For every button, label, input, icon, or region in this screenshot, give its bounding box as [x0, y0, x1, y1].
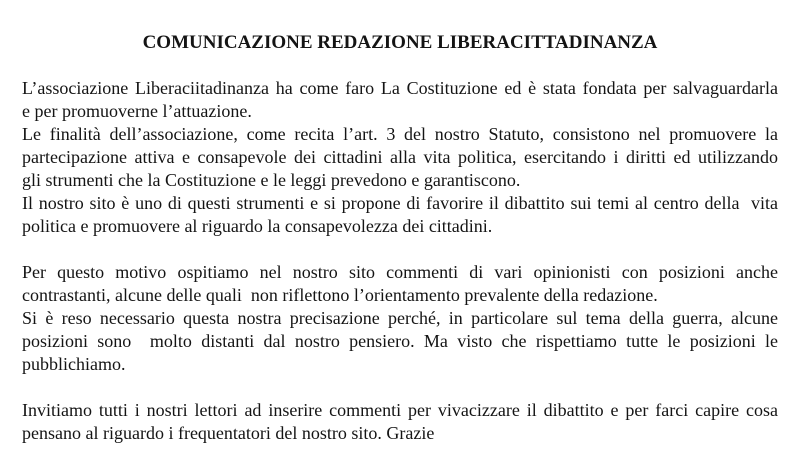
text-line: Per questo motivo ospitiamo nel nostro sito commenti di vari opinionisti con posizioni anche: [22, 262, 778, 282]
paragraph: [22, 77, 778, 238]
document-body: [22, 77, 778, 445]
text-line: contrastanti, alcune delle quali non riflettono l’orientamento prevalente della redazione.: [22, 285, 658, 305]
text-line: Il nostro sito è uno di questi strumenti e si propone di favorire il dibattito sui temi al centro della vita: [22, 193, 778, 213]
text-line: L’associazione Liberaciitadinanza ha come faro La Costituzione ed è stata fondata per salvaguardarla: [22, 78, 778, 98]
paragraph: [22, 261, 778, 376]
text-line: Si è reso necessario questa nostra precisazione perché, in particolare sul tema della guerra, alcune: [22, 308, 778, 328]
page-title: COMUNICAZIONE REDAZIONE LIBERACITTADINANZA: [142, 32, 658, 53]
text-line: pubblichiamo.: [22, 354, 126, 374]
text-line: gli strumenti che la Costituzione e le leggi prevedono e garantiscono.: [22, 170, 521, 190]
text-line: pensano al riguardo i frequentatori del nostro sito. Grazie: [22, 423, 435, 443]
text-line: posizioni sono molto distanti dal nostro pensiero. Ma visto che rispettiamo tutte le posizioni le: [22, 331, 778, 351]
text-line: Invitiamo tutti i nostri lettori ad inserire commenti per vivacizzare il dibattito e per farci capire cosa: [22, 400, 778, 420]
paragraph: [22, 399, 778, 445]
text-line: Le finalità dell’associazione, come recita l’art. 3 del nostro Statuto, consistono nel promuovere la: [22, 124, 778, 144]
text-line: e per promuoverne l’attuazione.: [22, 101, 252, 121]
text-line: politica e promuovere al riguardo la consapevolezza dei cittadini.: [22, 216, 493, 236]
text-line: partecipazione attiva e consapevole dei cittadini alla vita politica, esercitando i diritti ed utilizzando: [22, 147, 778, 167]
